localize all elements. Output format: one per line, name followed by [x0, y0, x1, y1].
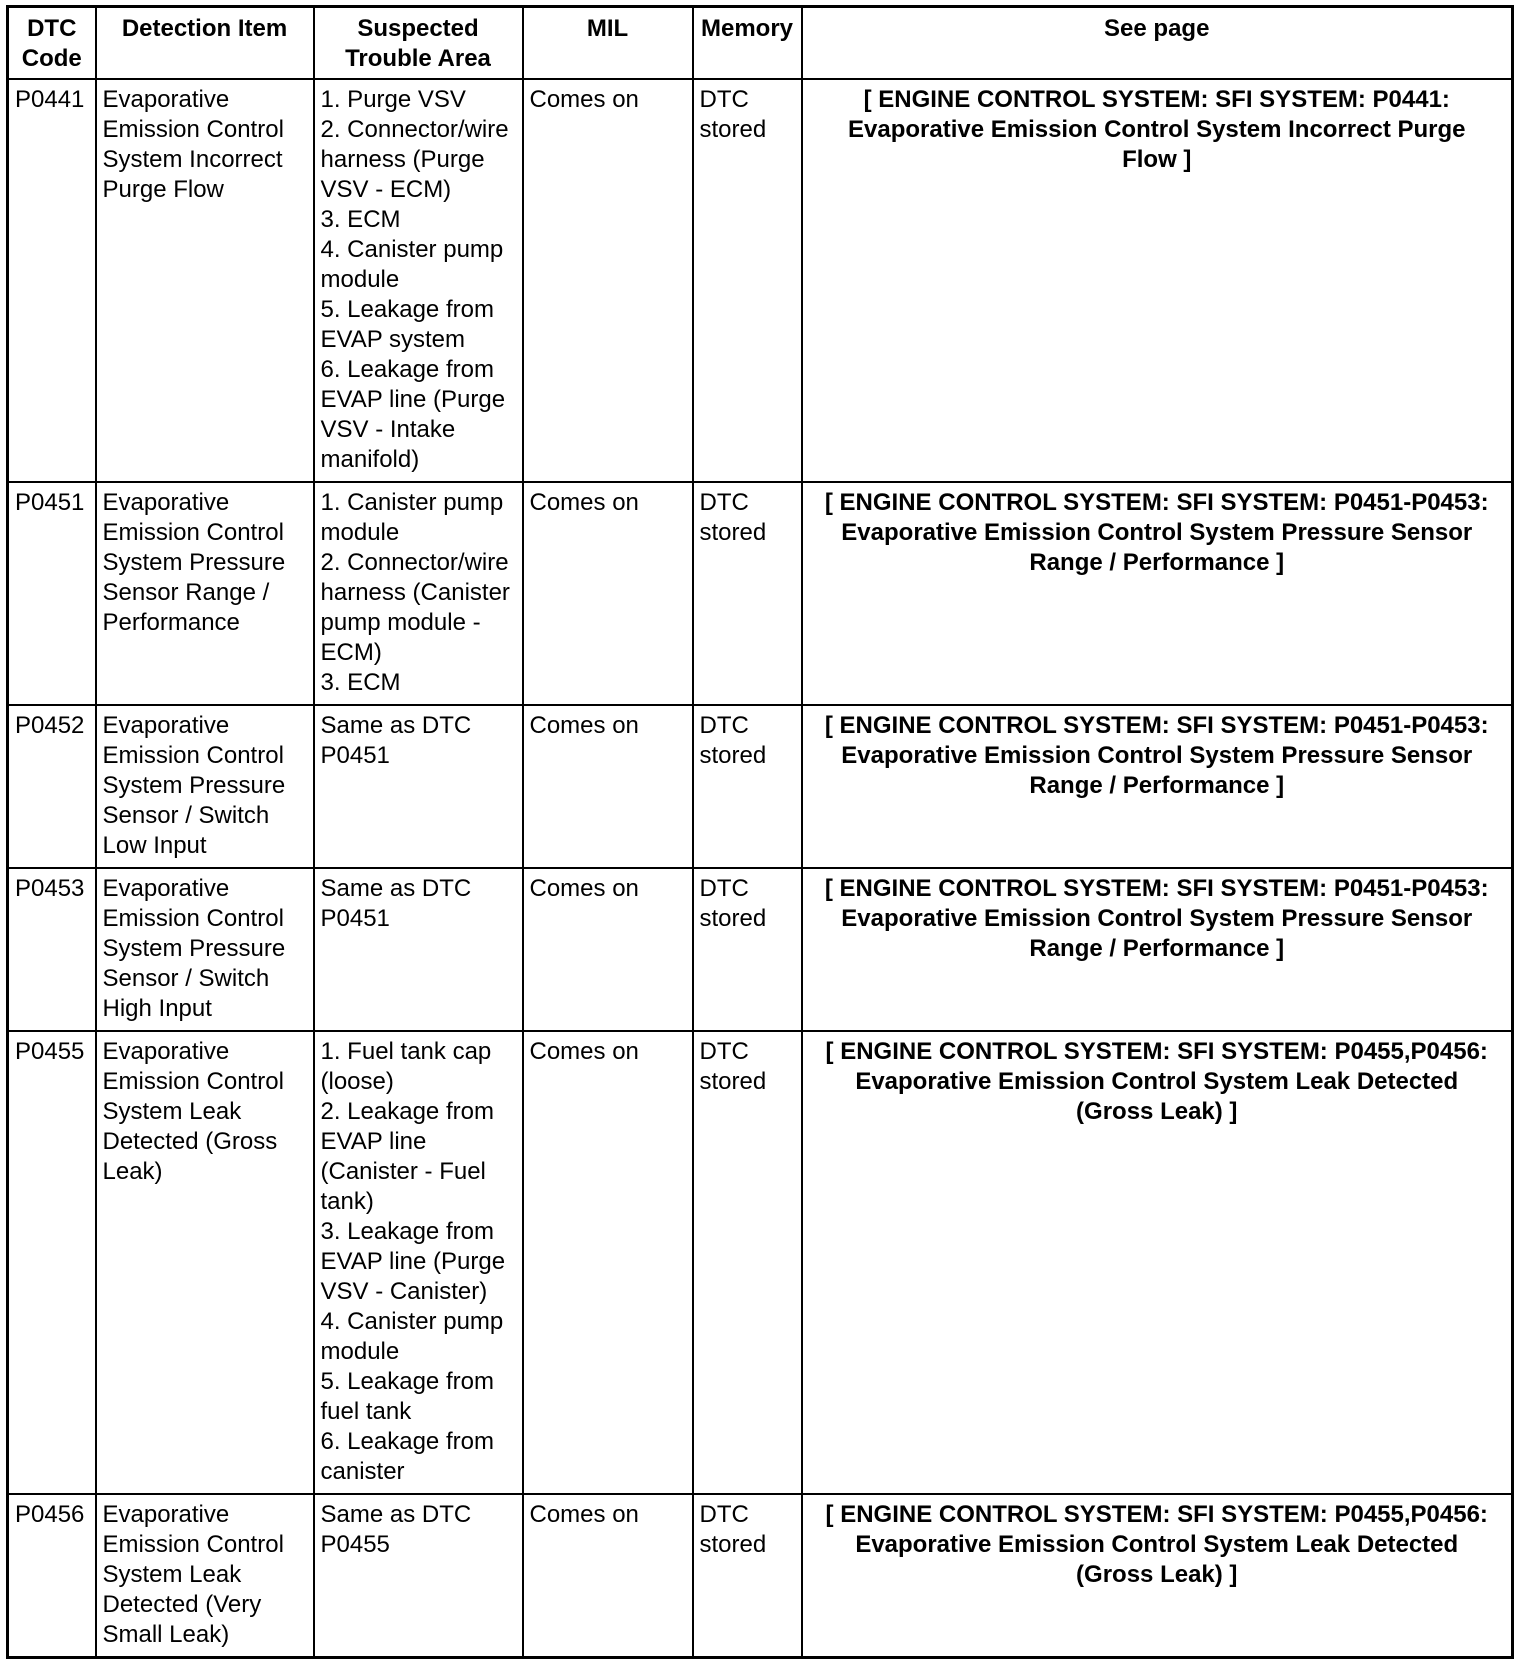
header-detection-item [96, 7, 314, 80]
header-dtc-code-line-1: DTC [27, 15, 77, 42]
detection-item-cell: Evaporative Emission Control System Pressure Sensor / Switch High Input [96, 868, 314, 1031]
header-mil-label: MIL [586, 15, 629, 42]
table-body [8, 79, 1513, 1658]
mil-cell: Comes on [523, 482, 693, 705]
header-detection-item-label: Detection Item [121, 15, 288, 42]
mil-cell: Comes on [523, 79, 693, 482]
table-header [8, 7, 1513, 80]
table-row [8, 79, 1513, 482]
header-mil [523, 7, 693, 80]
header-dtc-code [8, 7, 96, 80]
trouble-area-cell: 1. Fuel tank cap (loose) 2. Leakage from EVAP line (Canister - Fuel tank) 3. Leakage from EVAP line (Purge VSV - Canister) 4. Canister pump module 5. Leakage from fuel tank 6. Leakage from canister [314, 1031, 523, 1494]
mil-cell: Comes on [523, 1494, 693, 1658]
detection-item-cell: Evaporative Emission Control System Leak Detected (Gross Leak) [96, 1031, 314, 1494]
detection-item-cell: Evaporative Emission Control System Pressure Sensor / Switch Low Input [96, 705, 314, 868]
memory-cell: DTC stored [693, 1031, 802, 1494]
detection-item-cell: Evaporative Emission Control System Incorrect Purge Flow [96, 79, 314, 482]
see-page-link[interactable]: [ ENGINE CONTROL SYSTEM: SFI SYSTEM: P0455,P0456: Evaporative Emission Control System Leak Detected (Gross Leak) ] [802, 1494, 1513, 1658]
see-page-link[interactable]: [ ENGINE CONTROL SYSTEM: SFI SYSTEM: P0455,P0456: Evaporative Emission Control System Leak Detected (Gross Leak) ] [802, 1031, 1513, 1494]
detection-item-cell: Evaporative Emission Control System Pressure Sensor Range / Performance [96, 482, 314, 705]
trouble-area-cell: Same as DTC P0455 [314, 1494, 523, 1658]
header-see-page [802, 7, 1513, 80]
table-row [8, 1494, 1513, 1658]
memory-cell: DTC stored [693, 1494, 802, 1658]
header-memory [693, 7, 802, 80]
memory-cell: DTC stored [693, 868, 802, 1031]
trouble-area-cell: Same as DTC P0451 [314, 705, 523, 868]
table-row [8, 482, 1513, 705]
memory-cell: DTC stored [693, 482, 802, 705]
dtc-code-cell: P0441 [8, 79, 96, 482]
dtc-code-cell: P0456 [8, 1494, 96, 1658]
trouble-area-cell: Same as DTC P0451 [314, 868, 523, 1031]
table-row [8, 705, 1513, 868]
header-suspected-line-2: Trouble Area [345, 45, 491, 72]
header-suspected-line-1: Suspected [357, 15, 479, 42]
see-page-link[interactable]: [ ENGINE CONTROL SYSTEM: SFI SYSTEM: P0451-P0453: Evaporative Emission Control System Pressure Sensor Range / Performance ] [802, 482, 1513, 705]
dtc-code-cell: P0451 [8, 482, 96, 705]
detection-item-cell: Evaporative Emission Control System Leak Detected (Very Small Leak) [96, 1494, 314, 1658]
dtc-code-cell: P0453 [8, 868, 96, 1031]
trouble-area-cell: 1. Canister pump module 2. Connector/wire harness (Canister pump module - ECM) 3. ECM [314, 482, 523, 705]
dtc-table [6, 5, 1514, 1659]
header-row [8, 7, 1513, 80]
mil-cell: Comes on [523, 1031, 693, 1494]
memory-cell: DTC stored [693, 79, 802, 482]
table-row [8, 868, 1513, 1031]
see-page-link[interactable]: [ ENGINE CONTROL SYSTEM: SFI SYSTEM: P0441: Evaporative Emission Control System Incorrect Purge Flow ] [802, 79, 1513, 482]
trouble-area-cell: 1. Purge VSV 2. Connector/wire harness (Purge VSV - ECM) 3. ECM 4. Canister pump module 5. Leakage from EVAP system 6. Leakage from EVAP line (Purge VSV - Intake manifold) [314, 79, 523, 482]
table-row [8, 1031, 1513, 1494]
dtc-code-cell: P0452 [8, 705, 96, 868]
memory-cell: DTC stored [693, 705, 802, 868]
mil-cell: Comes on [523, 868, 693, 1031]
header-see-page-label: See page [1104, 15, 1210, 42]
see-page-link[interactable]: [ ENGINE CONTROL SYSTEM: SFI SYSTEM: P0451-P0453: Evaporative Emission Control System Pressure Sensor Range / Performance ] [802, 868, 1513, 1031]
header-memory-label: Memory [700, 15, 794, 42]
see-page-link[interactable]: [ ENGINE CONTROL SYSTEM: SFI SYSTEM: P0451-P0453: Evaporative Emission Control System Pressure Sensor Range / Performance ] [802, 705, 1513, 868]
header-dtc-code-line-2: Code [21, 45, 82, 72]
header-suspected-trouble-area [314, 7, 523, 80]
dtc-code-cell: P0455 [8, 1031, 96, 1494]
mil-cell: Comes on [523, 705, 693, 868]
